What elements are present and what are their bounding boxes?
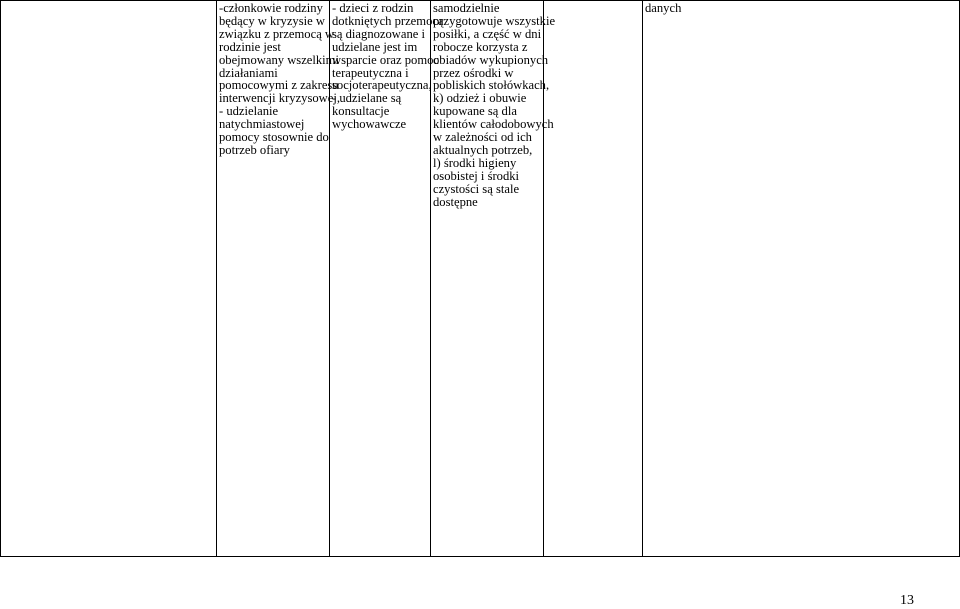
table-row [1,1,960,557]
table-cell-col4 [544,1,643,557]
page-number: 13 [900,593,914,608]
table-cell-col3: samodzielnie przygotowuje wszystkie posiłki, a część w dni robocze korzysta z obiadów wykupionych przez ośrodki w pobliskich stołówkach, k) odzież i obuwie kupowane są dla klientów całodobowych w zależności od ich aktualnych potrzeb, l) środki higieny osobistej i środki czystości są stale dostępne [431,1,544,557]
table-cell-col2: - dzieci z rodzin dotkniętych przemocą są diagnozowane i udzielane jest im wsparcie oraz pomoc terapeutyczna i socjoterapeutyczna, - udzielane są konsultacje wychowawcze [330,1,431,557]
table-cell-col0 [1,1,217,557]
table-cell-col5: danych [643,1,960,557]
table-cell-col1: -członkowie rodziny będący w kryzysie w związku z przemocą w rodzinie jest obejmowany wszelkimi działaniami pomocowymi z zakresu interwencji kryzysowej, - udzielanie natychmiastowej pomocy stosownie do potrzeb ofiary [217,1,330,557]
